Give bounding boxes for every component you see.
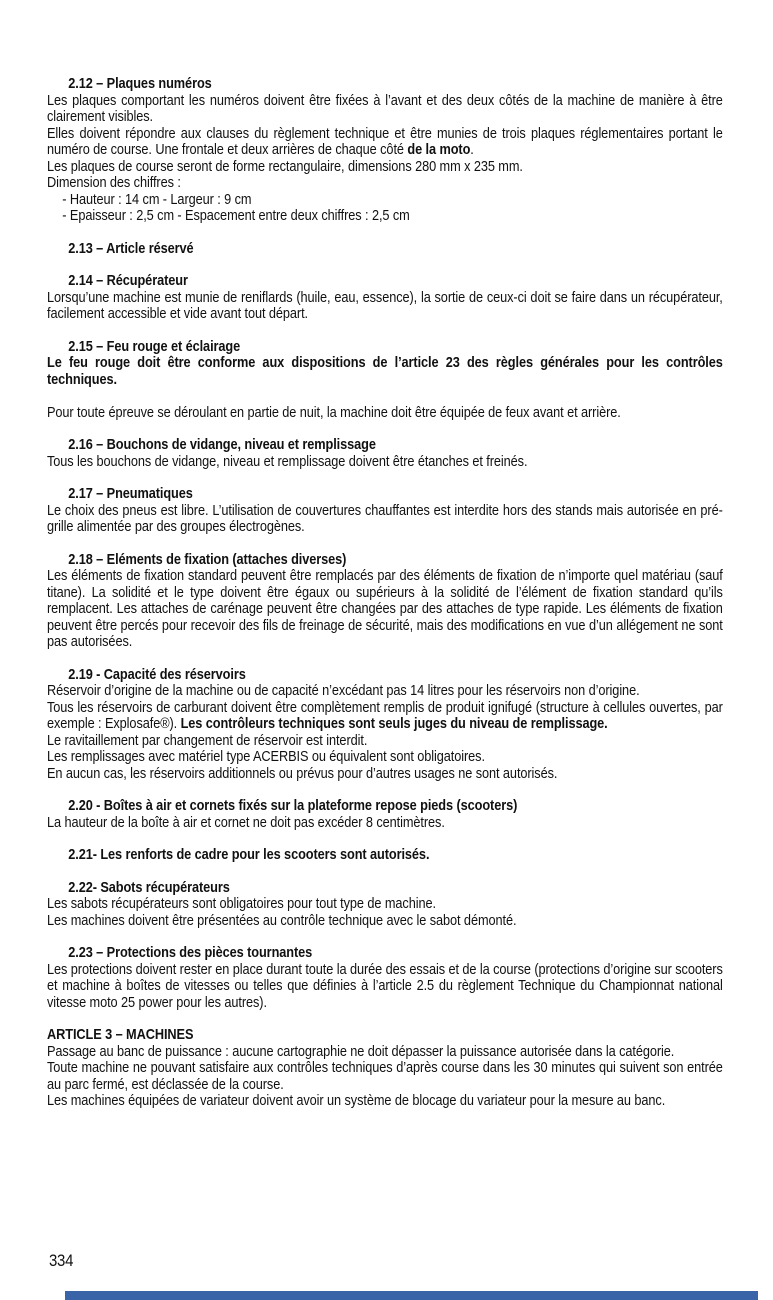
list-item: - Epaisseur : 2,5 cm - Espacement entre deux chiffres : 2,5 cm: [62, 207, 410, 224]
paragraph: [47, 913, 723, 930]
paragraph: [47, 126, 723, 159]
text-run: Les machines doivent être présentées au contrôle technique avec le sabot démonté.: [47, 911, 517, 929]
bold-text-run: de la moto: [407, 141, 471, 158]
section-heading: 2.22- Sabots récupérateurs: [68, 878, 230, 896]
bold-text-run: Les contrôleurs techniques sont seuls juges du niveau de remplissage.: [180, 715, 608, 732]
text-run: Toute machine ne pouvant satisfaire aux contrôles techniques d’après course dans les 30 minutes qui suivent son entrée au parc fermé, est déclassée de la course.: [47, 1059, 723, 1093]
paragraph: [47, 815, 723, 832]
paragraph: [47, 159, 723, 176]
section-heading: 2.19 - Capacité des réservoirs: [68, 665, 246, 683]
paragraph: [47, 749, 723, 766]
section-heading: 2.13 – Article réservé: [68, 239, 194, 257]
paragraph: [47, 568, 723, 651]
paragraph: [47, 766, 723, 783]
section-heading: 2.20 - Boîtes à air et cornets fixés sur la plateforme repose pieds (scooters): [68, 797, 518, 814]
text-run: Lorsqu’une machine est munie de reniflards (huile, eau, essence), la sortie de ceux-ci doit se faire dans un récupérateur, facilement accessible et vide avant tout départ.: [47, 288, 723, 322]
list-item: - Hauteur : 14 cm - Largeur : 9 cm: [62, 190, 252, 208]
text-run: Les plaques de course seront de forme rectangulaire, dimensions 280 mm x 235 mm.: [47, 157, 523, 175]
paragraph: [47, 290, 723, 323]
text-run: Les machines équipées de variateur doivent avoir un système de blocage du variateur pour la mesure au banc.: [47, 1092, 666, 1109]
paragraph: [47, 1060, 723, 1093]
text-run: Réservoir d’origine de la machine ou de capacité n’excédant pas 14 litres pour les réservoirs non d’origine.: [47, 682, 640, 699]
paragraph: [47, 733, 723, 750]
paragraph: [47, 1093, 723, 1110]
spacer: [47, 388, 723, 405]
text-run: La hauteur de la boîte à air et cornet ne doit pas excéder 8 centimètres.: [47, 813, 445, 831]
section-heading: 2.15 – Feu rouge et éclairage: [68, 337, 241, 355]
text-run: Tous les réservoirs de carburant doivent être complètement remplis de produit ignifugé (structure à cellules ouvertes, par exemple : Explosafe®).: [47, 698, 723, 732]
page-number: 334: [49, 1251, 74, 1270]
text-run: En aucun cas, les réservoirs additionnels ou prévus pour d’autres usages ne sont autorisés.: [47, 764, 558, 782]
section-heading: 2.23 – Protections des pièces tournantes: [68, 944, 313, 961]
paragraph: [47, 683, 723, 700]
text-run: Passage au banc de puissance : aucune cartographie ne doit dépasser la puissance autorisée dans la catégorie.: [47, 1042, 675, 1060]
text-run: Elles doivent répondre aux clauses du règlement technique et être munies de trois plaques réglementaires portant le numéro de course. Une frontale et deux arrières de chaque côté: [47, 124, 723, 158]
paragraph: [47, 503, 723, 536]
text-run: Tous les bouchons de vidange, niveau et remplissage doivent être étanches et freinés.: [47, 452, 528, 470]
text-run: .: [470, 141, 474, 158]
section-heading: 2.14 – Récupérateur: [68, 272, 188, 289]
text-run: Les protections doivent rester en place durant toute la durée des essais et de la course (protections d’origine sur scooters et machine à boîtes de vitesses ou telles que définies à l’article 2.5 du règlement Technique du Championnat national vitesse moto 25 power pour les autres).: [47, 960, 723, 1011]
text-run: Les remplissages avec matériel type ACERBIS ou équivalent sont obligatoires.: [47, 748, 485, 765]
bold-text-run: Le feu rouge doit être conforme aux dispositions de l’article 23 des règles générales pour les contrôles techniques.: [47, 354, 723, 388]
footer-bar: [65, 1291, 758, 1300]
section-heading: 2.21- Les renforts de cadre pour les scooters sont autorisés.: [68, 846, 430, 863]
section-heading: 2.17 – Pneumatiques: [68, 485, 193, 502]
document-body: [47, 60, 723, 1110]
paragraph: [47, 355, 723, 388]
text-run: Le choix des pneus est libre. L’utilisation de couvertures chauffantes est interdite hors des stands mais autorisée en pré-grille alimentée par des groupes électrogènes.: [47, 501, 723, 535]
paragraph: [47, 405, 723, 422]
paragraph: [47, 1044, 723, 1061]
text-run: Le ravitaillement par changement de réservoir est interdit.: [47, 731, 368, 749]
paragraph: [47, 700, 723, 733]
section-heading: 2.18 – Eléments de fixation (attaches diverses): [68, 550, 347, 568]
paragraph: [47, 454, 723, 471]
text-run: Dimension des chiffres :: [47, 174, 181, 191]
paragraph: [47, 175, 723, 192]
paragraph: [47, 93, 723, 126]
section-heading: 2.16 – Bouchons de vidange, niveau et remplissage: [68, 436, 376, 453]
text-run: Les plaques comportant les numéros doivent être fixées à l’avant et des deux côtés de la machine de manière à être clairement visibles.: [47, 91, 723, 125]
text-run: Les sabots récupérateurs sont obligatoires pour tout type de machine.: [47, 895, 436, 912]
text-run: Les éléments de fixation standard peuvent être remplacés par des éléments de fixation de n’importe quel matériau (sauf titane). La solidité et le type doivent être égaux ou supérieurs à la solidité de l’élément de fixation standard qu’ils remplacent. Les attaches de carénage peuvent être changées par des attaches de type rapide. Les éléments de fixation peuvent être percés pour recevoir des fils de freinage de sécurité, mais des modifications en vue d’un allégement ne sont pas autorisées.: [47, 567, 723, 650]
text-run: Pour toute épreuve se déroulant en partie de nuit, la machine doit être équipée de feux avant et arrière.: [47, 403, 621, 421]
paragraph: [47, 896, 723, 913]
section-heading: 2.12 – Plaques numéros: [68, 75, 212, 92]
article-heading: ARTICLE 3 – MACHINES: [47, 1026, 194, 1043]
paragraph: [47, 962, 723, 1012]
